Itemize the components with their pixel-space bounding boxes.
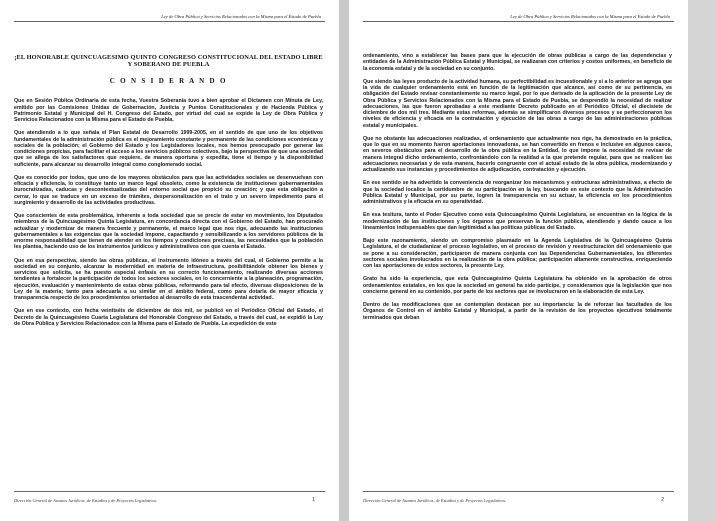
paragraph: Que en esa perspectiva, siendo las obras públicas, el instrumento idóneo a través del cual, el Gobierno permite a la sociedad en su conjunto, alcanzar la modernidad en materia de infraestructura, posibilitándole obtener los bienes y servicios que solicita, se ha puesto especial énfasis en su correcto funcionamiento, realizando diversas acciones tendientes a fortalecer la participación de todos los sectores sociales, en lo concerniente a la planeación, programación, ejecución, evaluación y mantenimiento de estas obras públicas, reformando para tal efecto, diversas disposiciones de la Ley de la materia; tanto para adecuarla a su similar en el ámbito federal, como para dotarla de mayor eficacia y transparencia respecto de los procedimientos orientados al desarrollo de esta trascendental actividad. — [14, 257, 323, 301]
paragraph: Bajo este razonamiento, siendo un compromiso plasmado en la Agenda Legislativa de la Quincuagésimo Quinta Legislatura, el de ciudadanizar el proceso legislativo, en el proceso de revisión y reestructuración del ordenamiento que se pone a su consideración, participaron de manera conjunta con las Dependencias Gubernamentales, los diferentes sectores sociales involucrados en la realización de la obra pública; participación altamente constructiva, enriqueciendo con las aportaciones de estos sectores, la presente Ley. — [363, 238, 672, 269]
paragraph: En esa tesitura, tanto el Poder Ejecutivo como esta Quincuagésimo Quinta Legislatura, se encuentran en la lógica de la modernización de las instituciones y los órganos que preservan la función pública, atendiendo y dando cauce a los lineamientos indispensables que dan legitimidad a las políticas públicas del Estado. — [363, 212, 672, 231]
running-footer: Dirección General de Asuntos Jurídicos, de Estudios y de Proyectos Legislativos. — [14, 498, 158, 503]
paragraph: Dentro de las modificaciones que se contemplan destacan por su importancia: la de reforzar las facultades de los Órganos de Control en el ámbito Estatal y Municipal, a partir de la revisión de los proyectos ejecutivos totalmente terminados que deban — [363, 302, 672, 321]
document-page-1 — [0, 0, 339, 521]
page-body — [363, 53, 672, 328]
paragraph: Que atendiendo a lo que señala el Plan Estatal de Desarrollo 1999-2005, en el sentido de que uno de los objetivos fundamentales de la administración pública es el mejoramiento constante y permanente de las condiciones económicas y sociales de la población; el Gobierno del Estado y los Legisladores locales, nos hemos preocupado por generar las condiciones propicias, para facilitar el acceso a los servicios públicos colectivos, bajo la perspectiva de que una sociedad que se allega de los satisfactores que requiere, de manera oportuna y expedita, tiene el tiempo y la disponibilidad suficiente, para alcanzar su desarrollo integral como conglomerado social. — [14, 130, 323, 168]
header-rule — [14, 21, 325, 22]
paragraph: Que conscientes de esta problemática, inherente a toda sociedad que se precie de estar en movimiento, los Diputados miembros de la Quincuagésimo Quinta Legislatura, en concordancia directa con el Gobierno del Estado, han procurado actualizar y modernizar de manera frecuente y permanente, el marco legal que nos rige, adecuando las instituciones gubernamentales a las exigencias que la sociedad impone, capacitando y sensibilizando a los servidores públicos de la enorme responsabilidad que tienen de atender en los tiempos y condiciones precisas, las necesidades que la población les plantea, haciendo uso de los instrumentos jurídicos y administrativos con que cuenta el Estado. — [14, 213, 323, 251]
paragraph: ordenamiento, vino a establecer las bases para que la ejecución de obras públicas a cargo de las dependencias y entidades de la Administración Pública Estatal y Municipal, se realizaran con criterios y costos uniformes, en beneficio de la economía estatal y de la sociedad en su conjunto. — [363, 53, 672, 72]
footer-rule — [14, 491, 325, 492]
footer-rule — [363, 491, 674, 492]
paragraph: Que en ese contexto, con fecha veintiséis de diciembre de dos mil, se publicó en el Periódico Oficial del Estado, el Decreto de la Quincuagésimo Cuarta Legislatura del Honorable Congreso del Estado, a través del cual, se expidió la Ley de Obra Pública y Servicios Relacionados con la Misma para el Estado de Puebla. La expedición de este — [14, 308, 323, 327]
paragraph: Que es conocido por todos, que uno de los mayores obstáculos para que las actividades sociales se desenvuelvan con eficacia y eficiencia, lo constituye tanto un marco legal obsoleto, como la existencia de instituciones gubernamentales burocratizadas, caducas y descontextualizadas del entorno social que propició su creación; y que esta obligación a cerrar, lo que se traduce en un exceso de trámites, despersonalización en el trato y un severo impedimento para el surgimiento y desarrollo de las actividades productivas. — [14, 174, 323, 206]
page-number: 2 — [661, 497, 664, 503]
paragraph: Que en Sesión Pública Ordinaria de esta fecha, Vuestra Soberanía tuvo a bien aprobar el Dictamen con Minuta de Ley, emitido por las Comisiones Unidas de Gobernación, Justicia y Puntos Constitucionales y de Hacienda Pública y Patrimonio Estatal y Municipal del H. Congreso del Estado, por virtud del cual se expide la Ley de Obra Pública y Servicios Relacionados con la Misma para el Estado de Puebla. — [14, 98, 323, 123]
header-rule — [363, 21, 674, 22]
running-header: Ley de Obra Pública y Servicios Relacionados con la Misma para el Estado de Puebla — [510, 14, 670, 19]
running-header: Ley de Obra Pública y Servicios Relacionados con la Misma para el Estado de Puebla — [161, 14, 321, 19]
page-body — [14, 54, 323, 334]
section-heading: C O N S I D E R A N D O — [109, 77, 228, 85]
page-gutter — [339, 0, 349, 521]
document-title: ¡EL HONORABLE QUINCUAGESIMO QUINTO CONGRESO CONSTITUCIONAL DEL ESTADO LIBRE Y SOBERANO DE PUEBLA — [14, 54, 323, 68]
paragraph: Que no obstante las adecuaciones realizadas, el ordenamiento que actualmente nos rige, ha demostrado en la práctica, que lo que en su momento fueron aportaciones innovadoras, se han convertido en frenos e inclusive en algunos casos, en severos obstáculos para el desarrollo de la obra pública en la Entidad, lo que impone la necesidad de revisar de manera integral dicho ordenamiento, confrontándolo con la realidad a la que pretende regular, para que se realicen las adecuaciones necesarias y de esta manera, hacerlo congruente con el actual estado de la obra pública, modernizando y actualizando sus instancias y procedimientos de adjudicación, contratación y ejecución. — [363, 135, 672, 173]
paragraph: En ese sentido se ha advertido la conveniencia de reorganizar los mecanismos y estructuras administrativas, a efecto de que la sociedad localice la certidumbre de su participación en la ley, buscando en este contexto que la Administración Pública Estatal y Municipal, por su parte, logren la transparencia en su actuar, la eficiencia en los procedimientos administrativos y la eficacia en su operatividad. — [363, 180, 672, 205]
document-page-2 — [349, 0, 688, 521]
running-footer: Dirección General de Asuntos Jurídicos, de Estudios y de Proyectos Legislativos. — [363, 498, 507, 503]
paragraph: Que siendo las leyes producto de la actividad humana, su perfectibilidad es incuestionable y si a lo anterior se agrega que la vida de cualquier ordenamiento está en función de la legitimación que alcance, así como de su pertinencia, es obligación del Estado revisar constantemente su marco legal, por lo que derivado de la aplicación de la presente Ley de Obra Pública y Servicios Relacionados con la Misma para el Estado de Puebla, se desprendió la necesidad de realizar adecuaciones, las que fueron aprobadas a este mediante Decreto publicado en el Periódico Oficial, el diecisiete de diciembre de dos mil tres. Mediante estas reformas, además se simplificaron diversos procesos y se perfeccionaron los niveles de eficiencia y eficacia en la contratación y ejecución de las obras a cargo de las administraciones públicas estatal y municipales. — [363, 78, 672, 129]
paragraph: Grato ha sido la experiencia, que esta Quincuagésimo Quinta Legislatura ha obtenido en la aprobación de otros ordenamientos estatales, en los que la sociedad en general ha sido partícipe, y consideramos que la legislación que nos concierne general en su contenido, por parte de los sectores que se involucraron en la elaboración de esta Ley. — [363, 276, 672, 295]
page-number: 1 — [312, 497, 315, 503]
